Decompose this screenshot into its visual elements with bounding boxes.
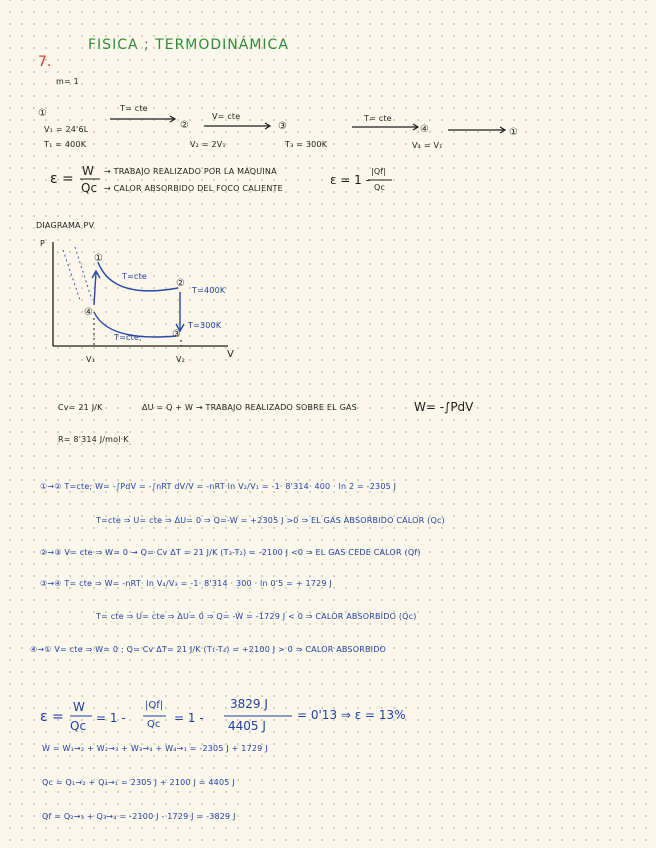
result-efficiency-numerator: 3829 J (230, 697, 268, 711)
diagram-point-3: ③ (172, 329, 181, 340)
r-constant: R= 8'314 J/mol·K (58, 435, 129, 444)
state-2-number: ② (180, 120, 189, 131)
result-total-work: W = W₁→₂ + W₂→₃ + W₃→₄ + W₄→₁ = -2305 J + 1729 J (42, 744, 268, 753)
p-axis-label: P (40, 239, 46, 248)
mass-label: m= 1 (56, 77, 79, 86)
diagram-point-1: ① (94, 253, 103, 264)
diagram-point-4: ④ (84, 307, 93, 318)
work-integral: W= -∫PdV (414, 400, 474, 414)
isotherm-top-label: T=cte (122, 272, 148, 281)
state-3-number: ③ (278, 121, 287, 132)
state-3-temperature: T₃ = 300K (285, 140, 328, 149)
diagram-heading: DIAGRAMA PV (36, 221, 95, 230)
efficiency-qc: Qc (81, 181, 98, 195)
qc-description: → CALOR ABSORBIDO DEL FOCO CALIENTE (104, 184, 283, 193)
result-efficiency-symbol: ε = (40, 709, 64, 725)
problem-number: 7. (38, 54, 52, 70)
temperature-300-label: T=300K (188, 321, 222, 330)
isotherm-bottom-label: T=cte, (114, 333, 142, 342)
step-1-2-heat: T=cte ⇒ U= cte ⇒ ΔU= 0 ⇒ Q=-W = +2305 J >0 ⇒ EL GAS ABSORBIDO CALOR (Qc) (96, 516, 445, 525)
state-1-number: ① (38, 108, 47, 119)
temperature-400-label: T=400K (192, 286, 226, 295)
state-1-return-number: ① (509, 127, 518, 138)
efficiency-formula-denominator: Qc (374, 183, 386, 192)
result-qc-total: Qc = Q₁→₂ + Q₄→₁ = 2305 J + 2100 J = 4405 J (42, 778, 235, 787)
result-efficiency-equals-1: = 1 - (96, 711, 126, 725)
state-1-volume: V₁ = 24'6L (44, 125, 89, 134)
v1-tick-label: V₁ (86, 355, 96, 364)
state-2-volume: V₂ = 2V₁ (190, 140, 226, 149)
result-qf-total: Qf = Q₂→₃ + Q₃→₄ = -2100 J - 1729 J = -3829 J (42, 812, 236, 821)
result-efficiency-denominator: 4405 J (228, 719, 266, 733)
state-1-temperature: T₁ = 400K (44, 140, 87, 149)
step-3-4: ③→④ T= cte ⇒ W= -nRT· ln V₄/V₃ = -1· 8'314 · 300 · ln 0'5 = + 1729 J (40, 579, 332, 588)
w-description: → TRABAJO REALIZADO POR LA MÁQUINA (104, 167, 277, 176)
v-axis-label: V (227, 349, 234, 360)
arrow-12-label: T= cte (120, 104, 148, 113)
result-efficiency-qc2: Qc (147, 719, 161, 730)
cv-constant: Cv= 21 J/K (58, 403, 103, 412)
step-3-4-heat: T= cte ⇒ U= cte ⇒ ΔU= 0 ⇒ Q= -W = -1729 J < 0 ⇒ CALOR ABSORBIDO (Qc) (96, 612, 417, 621)
result-efficiency-equals-2: = 1 - (174, 711, 204, 725)
efficiency-formula-numerator: |Qf| (371, 167, 387, 176)
step-1-2: ①→② T=cte; W= -∫PdV = -∫nRT dV/V = -nRT·ln V₂/V₁ = -1· 8'314· 400 · ln 2 = -2305 J (40, 482, 397, 491)
step-2-3: ②→③ V= cte ⇒ W= 0 → Q= Cv ΔT = 21 J/K (T₃-T₂) = -2100 J <0 ⇒ EL GAS CEDE CALOR (Qf) (40, 548, 421, 557)
efficiency-w: W (82, 164, 94, 178)
efficiency-symbol: ε = (50, 171, 74, 187)
efficiency-formula: ε = 1 - (330, 173, 370, 187)
delta-u-relation: ΔU = Q + W → TRABAJO REALIZADO SOBRE EL GAS (142, 403, 357, 412)
result-efficiency-qc: Qc (70, 719, 87, 733)
step-4-1: ④→① V= cte ⇒ W= 0 ; Q= Cv ΔT= 21 J/K (T₁-T₄) = +2100 J > 0 ⇒ CALOR ABSORBIDO (30, 645, 387, 654)
state-4-number: ④ (420, 124, 429, 135)
result-efficiency-w: W (73, 700, 85, 714)
state-4-volume: V₄ = V₁ (412, 141, 443, 150)
page-title: FISICA ; TERMODINÁMICA (88, 37, 289, 53)
result-efficiency-value: = 0'13 ⇒ ε = 13% (297, 708, 406, 722)
arrow-34-label: T= cte (364, 114, 392, 123)
result-efficiency-qf: |Qf| (145, 700, 164, 711)
arrow-23-label: V= cte (212, 112, 241, 121)
v2-tick-label: V₂ (176, 355, 186, 364)
diagram-point-2: ② (176, 278, 185, 289)
